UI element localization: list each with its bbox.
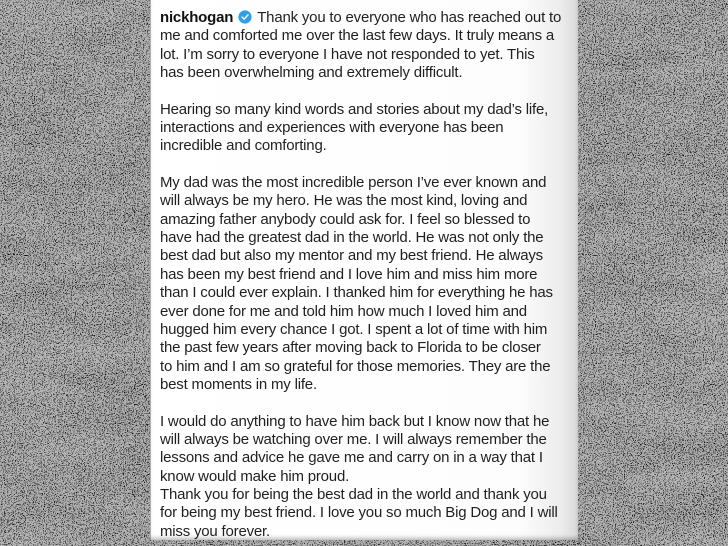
post-text-line: Hearing so many kind words and stories about my dad’s life, bbox=[160, 100, 549, 118]
post-text-line: Thank you for being the best dad in the world and thank you bbox=[160, 485, 547, 503]
post-text-line: lessons and advice he gave me and carry on in a way that I bbox=[160, 449, 543, 467]
post-card bbox=[150, 0, 578, 540]
post-text-line: interactions and experiences with everyone has been bbox=[160, 119, 504, 137]
post-text-line: miss you forever. bbox=[160, 522, 270, 540]
username-link[interactable]: nickhogan bbox=[160, 9, 234, 26]
post-text-line: have had the greatest dad in the world. He was not only the bbox=[160, 229, 544, 247]
post-text-line: incredible and comforting. bbox=[160, 137, 327, 155]
post-text-line: has been overwhelming and extremely difficult. bbox=[160, 64, 463, 82]
post-text-line: hugged him every chance I got. I spent a lot of time with him bbox=[160, 320, 548, 338]
post-text-line: I would do anything to have him back but I know now that he bbox=[160, 412, 550, 430]
post-text-line: will always be watching over me. I will always remember the bbox=[160, 430, 547, 448]
post-text-line: has been my best friend and I love him and miss him more bbox=[160, 265, 538, 283]
post-body bbox=[160, 9, 570, 540]
post-text-line: lot. I’m sorry to everyone I have not responded to yet. This bbox=[160, 45, 535, 63]
paragraph-gap bbox=[160, 156, 570, 174]
post-text-line: know would make him proud. bbox=[160, 467, 350, 485]
post-text-line: My dad was the most incredible person I’ve ever known and bbox=[160, 174, 547, 192]
post-text-line: amazing father anybody could ask for. I feel so blessed to bbox=[160, 210, 531, 228]
post-text-line: ever done for me and told him how much I loved him and bbox=[160, 302, 527, 320]
post-text-line: best moments in my life. bbox=[160, 375, 317, 393]
post-text-line: will always be my hero. He was the most kind, loving and bbox=[160, 192, 528, 210]
post-text: Thank you to everyone who has reached out to bbox=[257, 9, 562, 26]
post-text-line: to him and I am so grateful for those memories. They are the bbox=[160, 357, 551, 375]
post-text-line bbox=[160, 9, 570, 27]
post-text-line: for being my best friend. I love you so much Big Dog and I will bbox=[160, 504, 558, 522]
post-text-line: the past few years after moving back to Florida to be closer bbox=[160, 339, 541, 357]
post-text-line: than I could ever explain. I thanked him for everything he has bbox=[160, 284, 553, 302]
verified-badge-icon bbox=[238, 10, 252, 24]
post-text-line: best dad but also my mentor and my best friend. He always bbox=[160, 247, 543, 265]
paragraph-gap bbox=[160, 394, 570, 412]
post-text-line: me and comforted me over the last few days. It truly means a bbox=[160, 27, 555, 45]
paragraph-gap bbox=[160, 82, 570, 100]
